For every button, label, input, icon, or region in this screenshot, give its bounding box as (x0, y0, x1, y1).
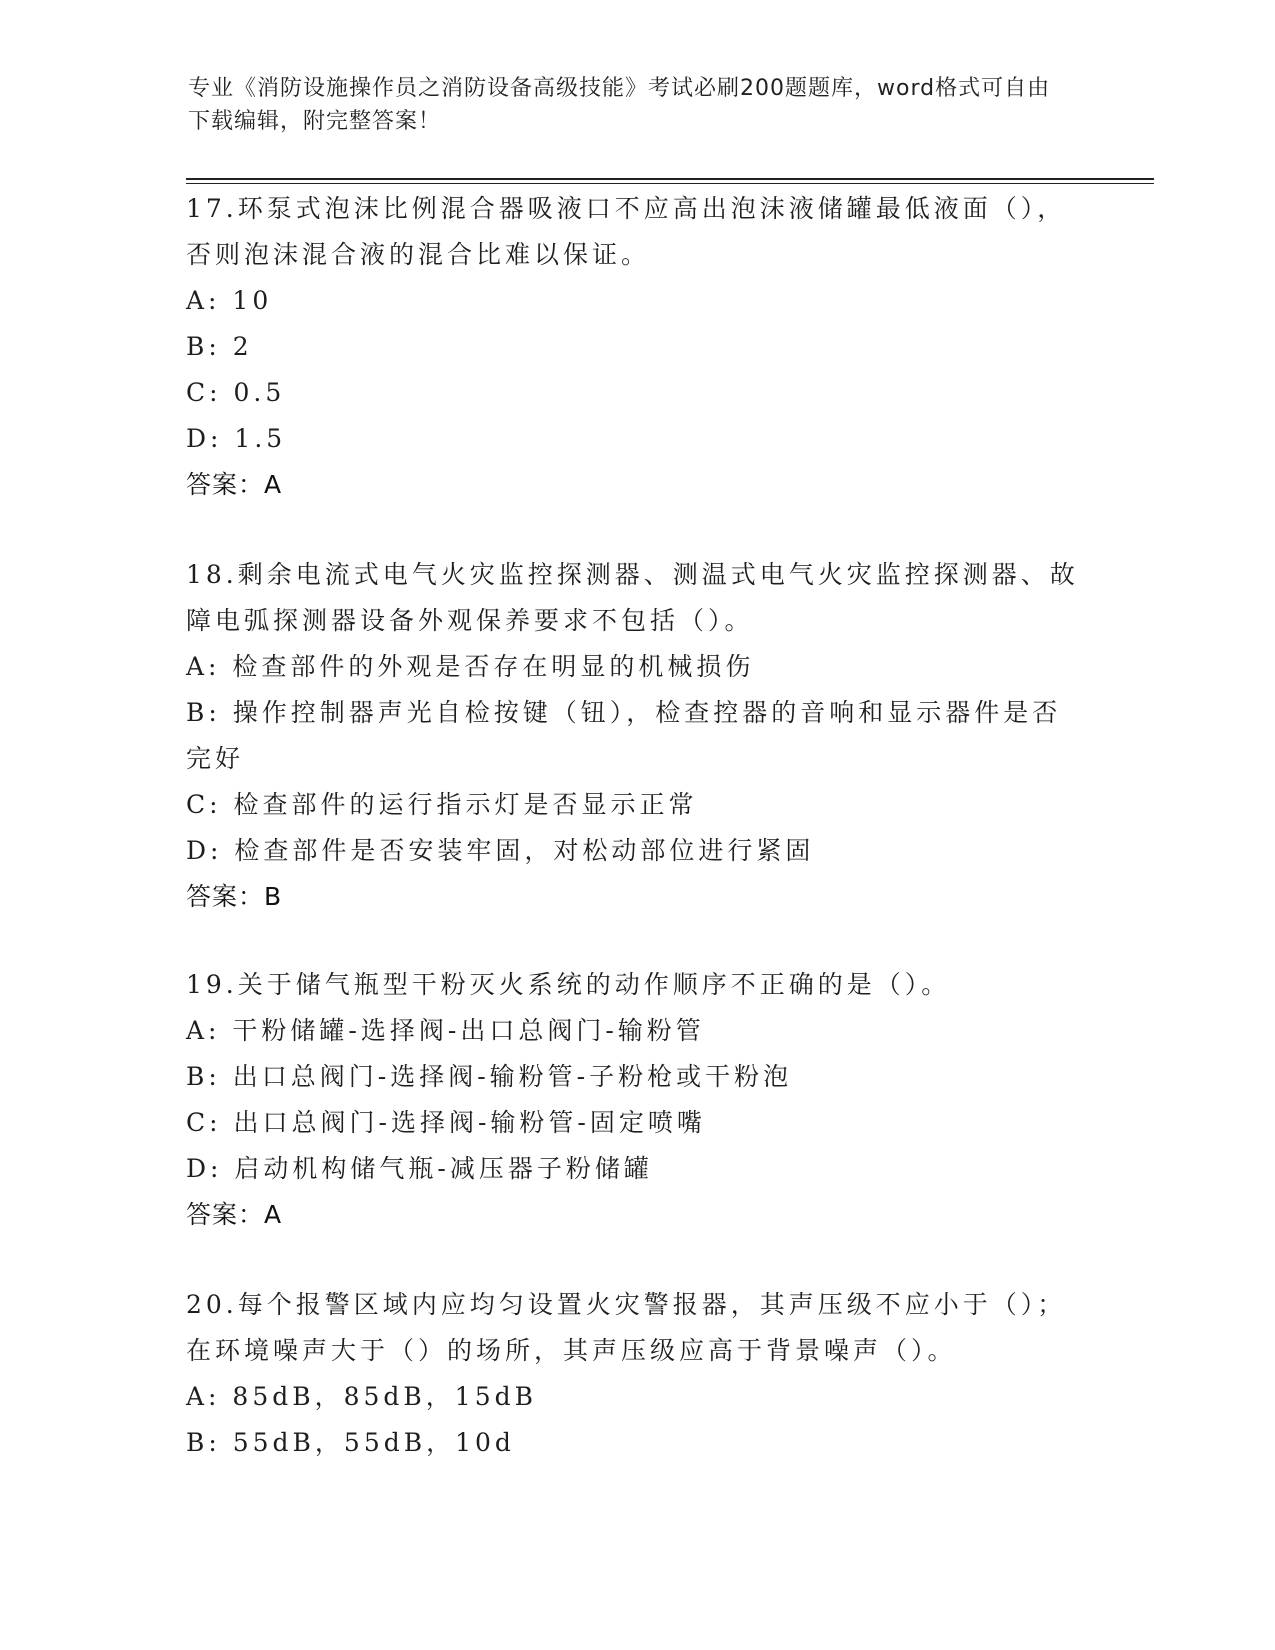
question-stem: 17.环泵式泡沫比例混合器吸液口不应高出泡沫液储罐最低液面（），否则泡沫混合液的混合比难以保证。 (186, 194, 1067, 269)
option-a: A: 干粉储罐-选择阀-出口总阀门-输粉管 (186, 1016, 705, 1045)
option-d: D: 启动机构储气瓶-减压器子粉储罐 (186, 1154, 653, 1183)
answer: 答案：A (186, 470, 283, 499)
question-19 (186, 962, 1086, 1238)
question-stem: 18.剩余电流式电气火灾监控探测器、测温式电气火灾监控探测器、故障电弧探测器设备外观保养要求不包括（）。 (186, 560, 1079, 635)
question-stem: 19.关于储气瓶型干粉灭火系统的动作顺序不正确的是（）。 (186, 970, 951, 999)
option-b: B: 55dB，55dB，10d (186, 1428, 515, 1457)
option-b: B: 2 (186, 332, 253, 361)
option-a: A: 10 (186, 286, 273, 315)
option-c: C: 出口总阀门-选择阀-输粉管-固定喷嘴 (186, 1108, 706, 1137)
option-c: C: 0.5 (186, 378, 286, 407)
question-20 (186, 1282, 1086, 1466)
question-18 (186, 552, 1086, 920)
answer: 答案：A (186, 1200, 283, 1229)
option-a: A: 检查部件的外观是否存在明显的机械损伤 (186, 652, 755, 681)
option-a: A: 85dB，85dB，15dB (186, 1382, 537, 1411)
question-stem: 20.每个报警区域内应均匀设置火灾警报器，其声压级不应小于（）；在环境噪声大于（）的场所，其声压级应高于背景噪声（）。 (186, 1290, 1067, 1365)
answer: 答案：B (186, 882, 283, 911)
option-b: B: 操作控制器声光自检按键（钮），检查控器的音响和显示器件是否完好 (186, 698, 1062, 773)
document-header: 专业《消防设施操作员之消防设备高级技能》考试必刷200题题库，word格式可自由下载编辑，附完整答案！ (188, 76, 1051, 134)
option-c: C: 检查部件的运行指示灯是否显示正常 (186, 790, 698, 819)
header-rule-thick (186, 178, 1154, 180)
header-rule-thin (186, 183, 1154, 184)
option-d: D: 检查部件是否安装牢固，对松动部位进行紧固 (186, 836, 815, 865)
option-d: D: 1.5 (186, 424, 287, 453)
option-b: B: 出口总阀门-选择阀-输粉管-子粉枪或干粉泡 (186, 1062, 793, 1091)
question-17 (186, 186, 1086, 508)
